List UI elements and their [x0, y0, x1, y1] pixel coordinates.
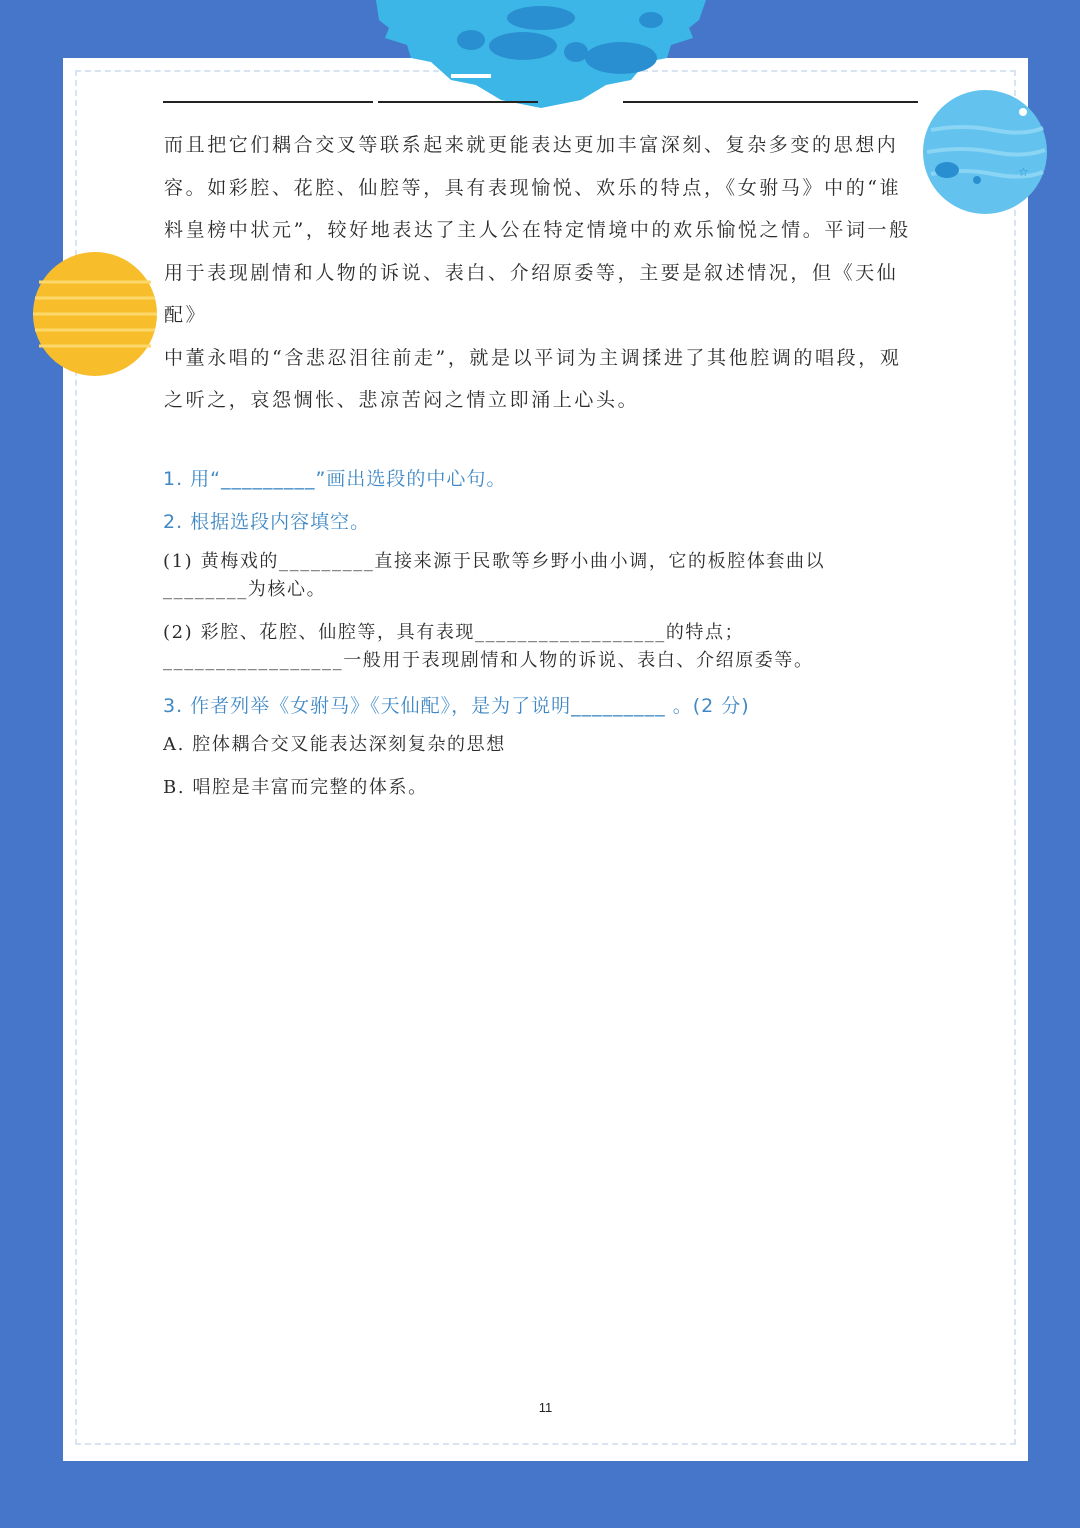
reading-passage [164, 124, 924, 422]
svg-text:☆: ☆ [1018, 165, 1029, 179]
question-2-part-1-line-2: ________为核心。 [163, 579, 327, 600]
passage-line: 之听之，哀怨惆怅、悲凉苦闷之情立即涌上心头。 [164, 389, 640, 411]
passage-line: 而且把它们耦合交叉等联系起来就更能表达更加丰富深刻、复杂多变的思想内 [164, 134, 899, 156]
question-2: 2. 根据选段内容填空。 [163, 511, 371, 533]
option-a: A. 腔体耦合交叉能表达深刻复杂的思想 [163, 734, 506, 755]
passage-line: 用于表现剧情和人物的诉说、表白、介绍原委等，主要是叙述情况，但《天仙配》 [164, 261, 899, 326]
passage-line: 中董永唱的“含悲忍泪往前走”，就是以平词为主调揉进了其他腔调的唱段，观 [164, 346, 902, 369]
worksheet-page [63, 58, 1028, 1461]
question-1: 1. 用“_________”画出选段的中心句。 [163, 468, 507, 490]
option-b: B. 唱腔是丰富而完整的体系。 [163, 777, 428, 798]
question-3: 3. 作者列举《女驸马》《天仙配》，是为了说明_________ 。(2 分) [163, 695, 750, 717]
planet-right-decoration [923, 90, 1048, 215]
question-2-part-2-line-1: (2) 彩腔、花腔、仙腔等，具有表现__________________的特点； [163, 622, 745, 643]
planet-left-decoration [33, 252, 157, 376]
passage-line: 料皇榜中状元”，较好地表达了主人公在特定情境中的欢乐愉悦之情。平词一般 [164, 219, 911, 241]
passage-line: 容。如彩腔、花腔、仙腔等，具有表现愉悦、欢乐的特点，《女驸马》中的“谁 [164, 176, 902, 199]
planet-top-decoration [371, 0, 711, 110]
top-answer-lines [163, 101, 918, 107]
question-2-part-2-line-2: _________________一般用于表现剧情和人物的诉说、表白、介绍原委等。 [163, 650, 814, 671]
page-number: 11 [538, 1400, 553, 1415]
question-2-part-1-line-1: (1) 黄梅戏的_________直接来源于民歌等乡野小曲小调，它的板腔体套曲以 [163, 551, 826, 572]
